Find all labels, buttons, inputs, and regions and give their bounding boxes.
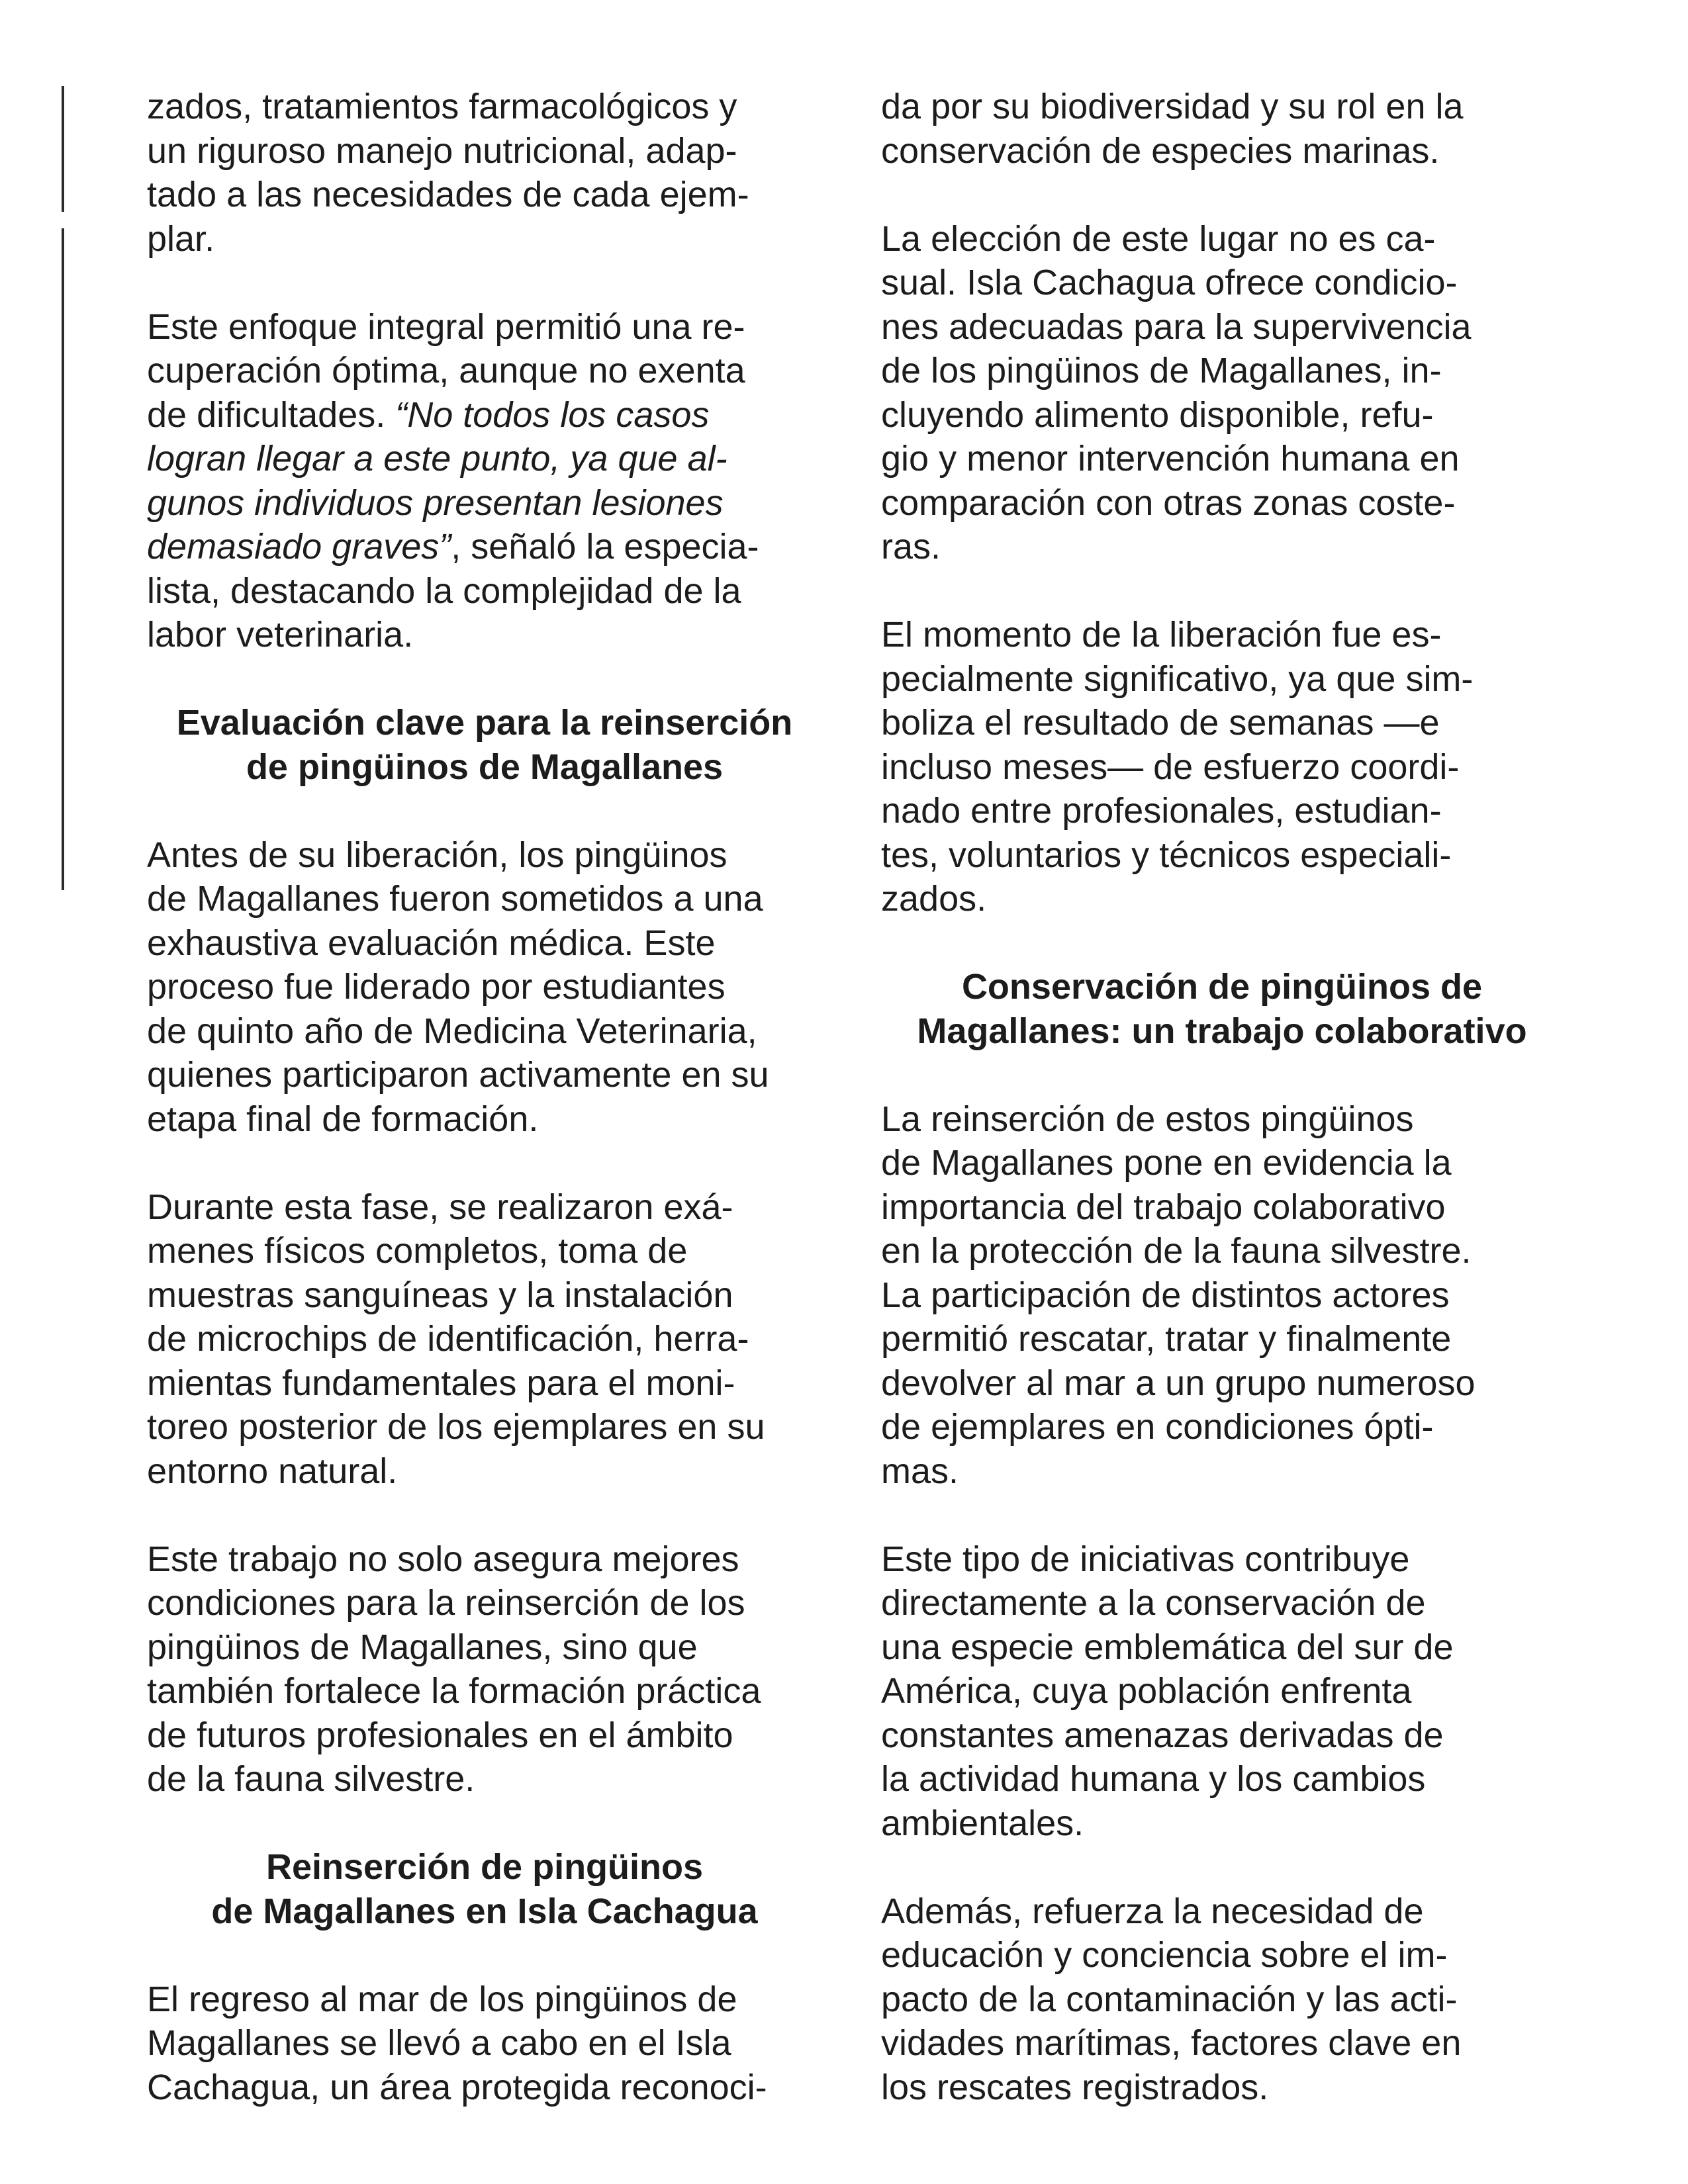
- right-column: [881, 85, 1576, 2154]
- scan-edge-line: [62, 228, 64, 890]
- paragraph: El regreso al mar de los pingüinos de Magallanes se llevó a cabo en el Isla Cachagua, un área protegida reconoci-: [147, 1979, 767, 2107]
- paragraph: La elección de este lugar no es ca- sual. Isla Cachagua ofrece condicio- nes adecuadas para la supervivencia de los pingüinos de Magallanes, in- cluyendo alimento disponible, refu- gio y menor intervención humana en comparación con otras zonas coste- ras.: [881, 218, 1472, 567]
- paragraph-text: Este enfoque integral permitió una re- cuperación óptima, aunque no exenta de dificultades.: [147, 306, 745, 435]
- scan-edge-line: [62, 86, 64, 212]
- section-heading: Conservación de pingüinos de Magallanes: un trabajo colaborativo: [917, 967, 1527, 1051]
- section-heading: Evaluación clave para la reinserción de pingüinos de Magallanes: [176, 703, 793, 787]
- section-heading: Reinserción de pingüinos de Magallanes en Isla Cachagua: [211, 1847, 758, 1931]
- paragraph-text: , señaló la especia- lista, destacando la complejidad de la labor veterinaria.: [147, 527, 759, 655]
- paragraph: da por su biodiversidad y su rol en la conservación de especies marinas.: [881, 87, 1464, 171]
- paragraph: Este tipo de iniciativas contribuye directamente a la conservación de una especie emblemática del sur de América, cuya población enfrenta constantes amenazas derivadas de la actividad humana y los cambios ambientales.: [881, 1539, 1454, 1843]
- paragraph: Este trabajo no solo asegura mejores condiciones para la reinserción de los pingüinos de Magallanes, sino que también fortalece la formación práctica de futuros profesionales en el ámbito de la fauna silvestre.: [147, 1539, 761, 1799]
- paragraph: Antes de su liberación, los pingüinos de Magallanes fueron sometidos a una exhaustiva evaluación médica. Este proceso fue liderado por estudiantes de quinto año de Medicina Veterinaria, quienes participaron activamente en su etapa final de formación.: [147, 835, 769, 1139]
- paragraph: zados, tratamientos farmacológicos y un riguroso manejo nutricional, adap- tado a las necesidades de cada ejem- plar.: [147, 87, 749, 259]
- paragraph: Además, refuerza la necesidad de educación y conciencia sobre el im- pacto de la contaminación y las acti- vidades marítimas, factores clave en los rescates registrados.: [881, 1891, 1462, 2107]
- quote-text: “No todos los casos logran llegar a este punto, ya que al- gunos individuos presentan lesiones demasiado graves”: [147, 394, 727, 567]
- left-column: [147, 85, 835, 2154]
- paragraph: La reinserción de estos pingüinos de Magallanes pone en evidencia la importancia del trabajo colaborativo en la protección de la fauna silvestre. La participación de distintos actores permitió rescatar, tratar y finalmente devolver al mar a un grupo numeroso de ejemplares en condiciones ópti- mas.: [881, 1099, 1476, 1491]
- paragraph: El momento de la liberación fue es- pecialmente significativo, ya que sim- boliza el resultado de semanas —e incluso meses— de esfuerzo coordi- nado entre profesionales, estudian- tes, voluntarios y técnicos especiali- zados.: [881, 615, 1474, 919]
- paragraph: Durante esta fase, se realizaron exá- menes físicos completos, toma de muestras sanguíneas y la instalación de microchips de identificación, herra- mientas fundamentales para el moni- toreo posterior de los ejemplares en su entorno natural.: [147, 1187, 765, 1491]
- paragraph-with-quote: [147, 305, 835, 657]
